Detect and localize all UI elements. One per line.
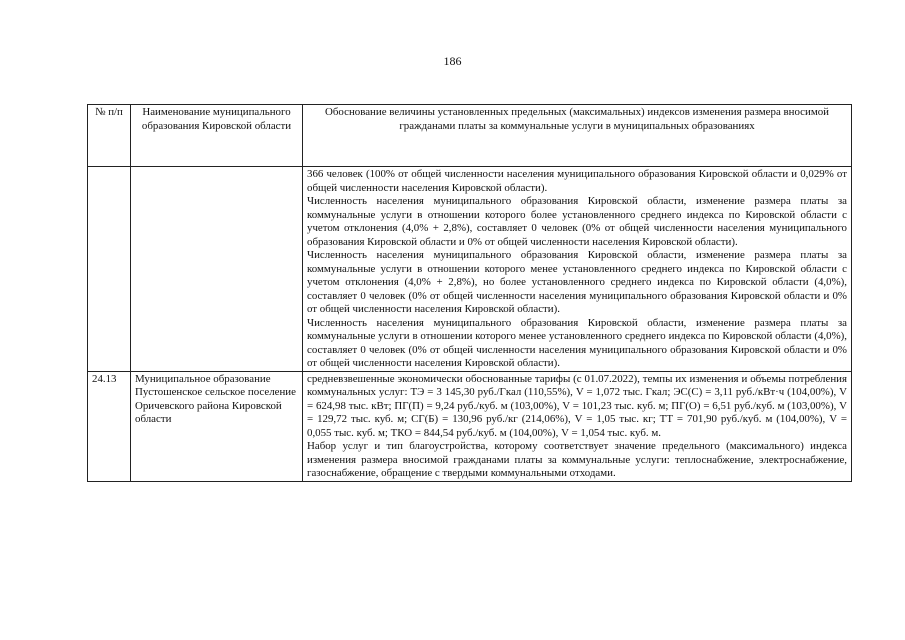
header-justification: Обоснование величины установленных предельных (максимальных) индексов изменения размера вносимой гражданами платы за коммунальные услуги в муниципальных образованиях — [303, 105, 852, 167]
header-municipality-name: Наименование муниципального образования Кировской области — [131, 105, 303, 167]
justification-paragraph: Набор услуг и тип благоустройства, которому соответствует значение предельного (максимального) индекса изменения размера вносимой гражданами платы за коммунальные услуги: теплоснабжение, электроснабжение, газоснабжение, обращение с твердыми коммунальными отходами. — [307, 440, 847, 479]
header-number: № п/п — [88, 105, 131, 167]
municipality-name-cell — [131, 167, 303, 372]
row-number-cell — [88, 167, 131, 372]
justification-paragraph: Численность населения муниципального образования Кировской области, изменение размера платы за коммунальные услуги в отношении которого менее установленного среднего индекса по Кировской области с учетом отклонения (4,0% + 2,8%), но более установленного среднего индекса по Кировской области (4,0%), составляет 0 человек (0% от общей численности населения муниципального образования Кировской области и 0% от общей численности населения Кировской области). — [307, 249, 847, 315]
justification-paragraph: 366 человек (100% от общей численности населения муниципального образования Кировской области и 0,029% от общей численности населения Кировской области). — [307, 168, 847, 194]
justification-paragraph: Численность населения муниципального образования Кировской области, изменение размера платы за коммунальные услуги в отношении которого менее установленного среднего индекса по Кировской области (4,0%), составляет 0 человек (0% от общей численности населения муниципального образования Кировской области и 0% от общей численности населения Кировской области). — [307, 316, 847, 369]
table-header-row — [88, 105, 852, 167]
tariff-index-table — [87, 104, 852, 482]
row-number-cell: 24.13 — [88, 371, 131, 481]
table-row — [88, 167, 852, 372]
justification-cell — [303, 371, 852, 481]
justification-paragraph: Численность населения муниципального образования Кировской области, изменение размера платы за коммунальные услуги в отношении которого более установленного среднего индекса по Кировской области с учетом отклонения (4,0% + 2,8%), составляет 0 человек (0% от общей численности населения муниципального образования Кировской области и 0% от общей численности населения Кировской области). — [307, 195, 847, 248]
justification-cell — [303, 167, 852, 372]
justification-paragraph: средневзвешенные экономически обоснованные тарифы (с 01.07.2022), темпы их изменения и объемы потребления коммунальных услуг: ТЭ = 3 145,30 руб./Гкал (110,55%), V = 1,072 тыс. Гкал; ЭС(С) = 3,11 руб./кВт·ч (104,00%), V = 624,98 тыс. кВт; ПГ(П) = 9,24 руб./куб. м (103,00%), V = 101,23 тыс. куб. м; ПГ(О) = 6,51 руб./куб. м (103,00%), V = 129,72 тыс. куб. м; СГ(Б) = 130,96 руб./кг (214,06%), V = 1,05 тыс. кг; ТТ = 701,90 руб./куб. м (104,00%), V = 0,055 тыс. куб. м; ТКО = 844,54 руб./куб. м (104,00%), V = 1,054 тыс. куб. м. — [307, 372, 847, 439]
page-number: 186 — [443, 54, 462, 68]
municipality-name-cell: Муниципальное образование Пустошенское сельское поселение Оричевского района Кировской области — [131, 371, 303, 481]
table-row — [88, 371, 852, 481]
